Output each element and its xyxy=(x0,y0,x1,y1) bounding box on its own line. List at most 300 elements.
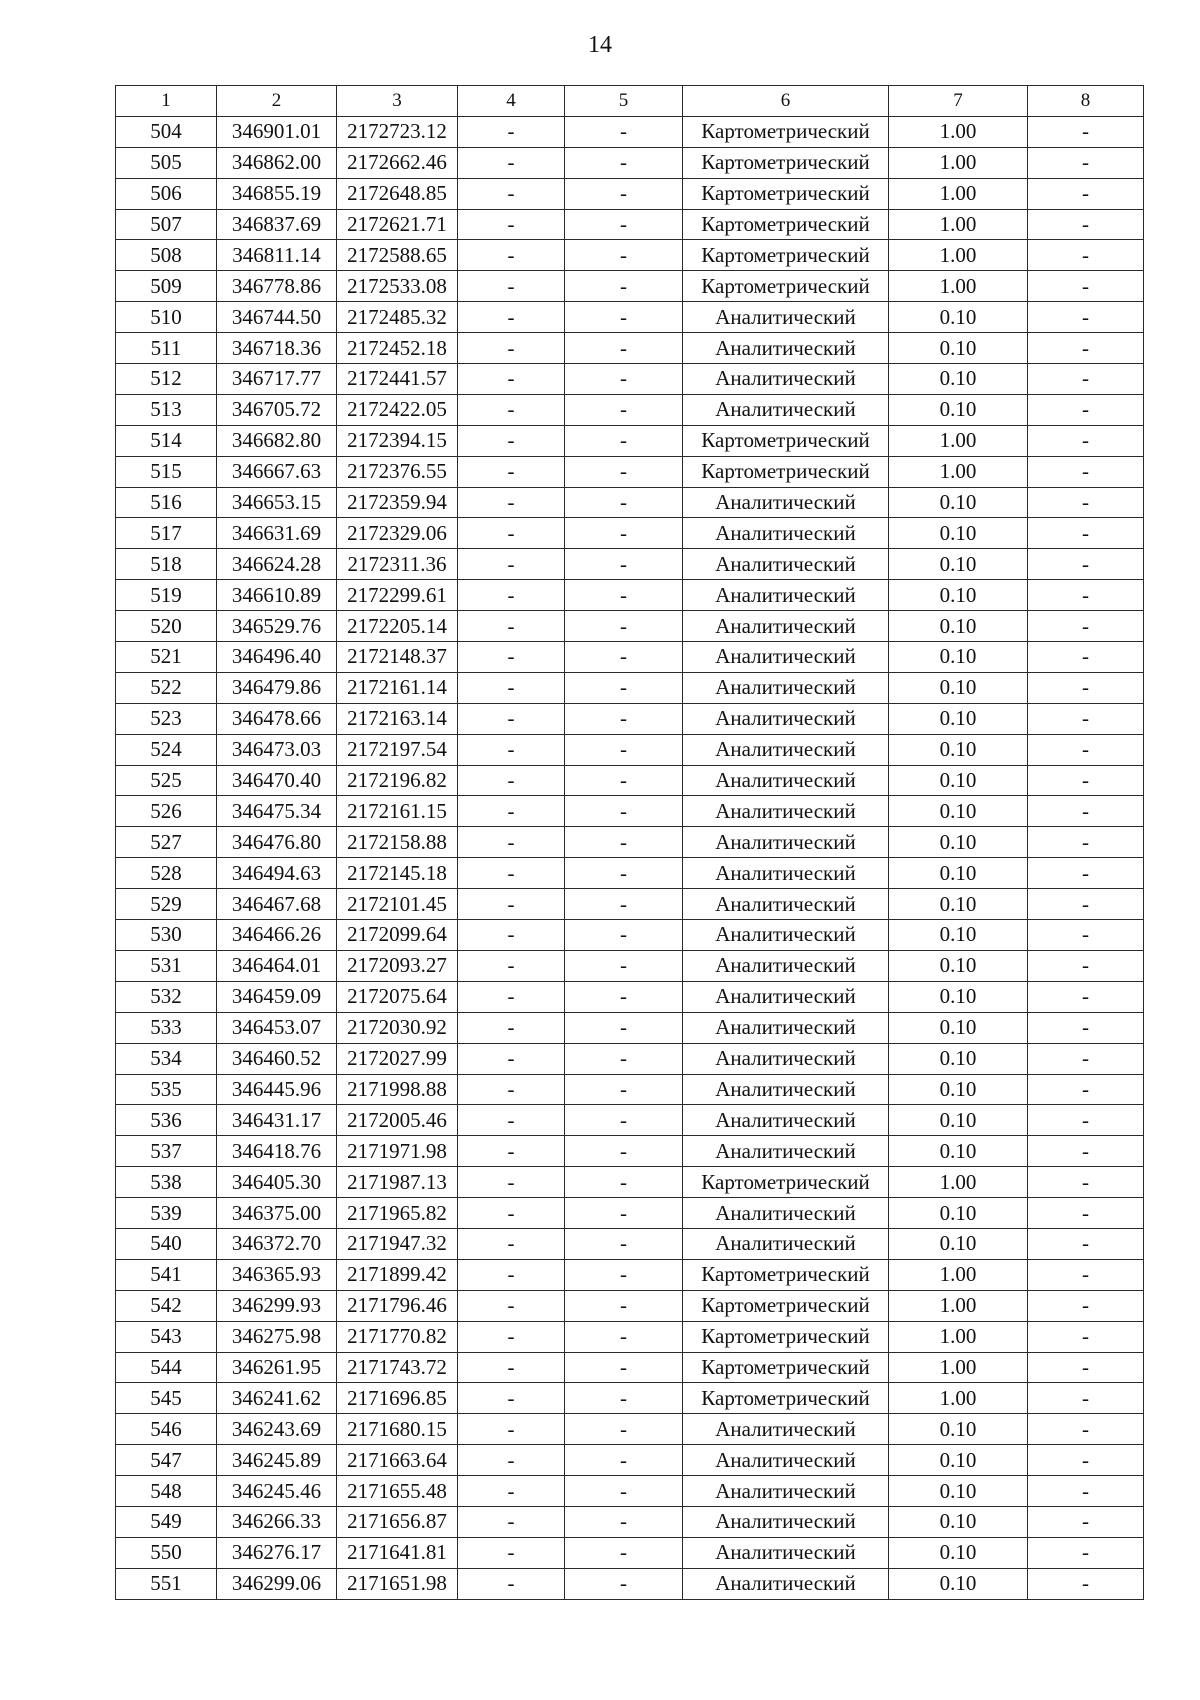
col8-cell: - xyxy=(1028,920,1144,951)
table-row xyxy=(116,858,1144,889)
col5-cell: - xyxy=(565,1321,683,1352)
accuracy-cell: 1.00 xyxy=(889,1321,1028,1352)
col4-cell: - xyxy=(458,1105,565,1136)
method-cell: Аналитический xyxy=(683,549,889,580)
table-row xyxy=(116,734,1144,765)
table-row xyxy=(116,981,1144,1012)
col4-cell: - xyxy=(458,116,565,147)
col4-cell: - xyxy=(458,487,565,518)
y-coordinate-cell: 2171987.13 xyxy=(337,1167,458,1198)
table-row xyxy=(116,1352,1144,1383)
col5-cell: - xyxy=(565,703,683,734)
accuracy-cell: 0.10 xyxy=(889,858,1028,889)
col8-cell: - xyxy=(1028,116,1144,147)
point-number-cell: 546 xyxy=(116,1414,217,1445)
point-number-cell: 527 xyxy=(116,827,217,858)
col8-cell: - xyxy=(1028,1228,1144,1259)
col8-cell: - xyxy=(1028,1012,1144,1043)
col8-cell: - xyxy=(1028,1074,1144,1105)
accuracy-cell: 0.10 xyxy=(889,580,1028,611)
method-cell: Картометрический xyxy=(683,1383,889,1414)
col8-cell: - xyxy=(1028,271,1144,302)
table-row xyxy=(116,1043,1144,1074)
point-number-cell: 523 xyxy=(116,703,217,734)
col8-cell: - xyxy=(1028,456,1144,487)
col4-cell: - xyxy=(458,1506,565,1537)
col4-cell: - xyxy=(458,518,565,549)
x-coordinate-cell: 346299.93 xyxy=(217,1290,337,1321)
col8-cell: - xyxy=(1028,981,1144,1012)
method-cell: Картометрический xyxy=(683,178,889,209)
method-cell: Аналитический xyxy=(683,1105,889,1136)
point-number-cell: 539 xyxy=(116,1198,217,1229)
col5-cell: - xyxy=(565,425,683,456)
y-coordinate-cell: 2172621.71 xyxy=(337,209,458,240)
table-row xyxy=(116,1074,1144,1105)
accuracy-cell: 1.00 xyxy=(889,1290,1028,1321)
point-number-cell: 516 xyxy=(116,487,217,518)
y-coordinate-cell: 2172158.88 xyxy=(337,827,458,858)
col5-cell: - xyxy=(565,580,683,611)
column-header-1: 1 xyxy=(116,86,217,117)
point-number-cell: 522 xyxy=(116,672,217,703)
col5-cell: - xyxy=(565,302,683,333)
y-coordinate-cell: 2172662.46 xyxy=(337,147,458,178)
col4-cell: - xyxy=(458,1476,565,1507)
x-coordinate-cell: 346365.93 xyxy=(217,1259,337,1290)
method-cell: Аналитический xyxy=(683,672,889,703)
table-row xyxy=(116,147,1144,178)
table-row xyxy=(116,518,1144,549)
table-row xyxy=(116,1414,1144,1445)
accuracy-cell: 1.00 xyxy=(889,1259,1028,1290)
point-number-cell: 520 xyxy=(116,611,217,642)
point-number-cell: 519 xyxy=(116,580,217,611)
accuracy-cell: 0.10 xyxy=(889,333,1028,364)
point-number-cell: 510 xyxy=(116,302,217,333)
y-coordinate-cell: 2171656.87 xyxy=(337,1506,458,1537)
point-number-cell: 506 xyxy=(116,178,217,209)
accuracy-cell: 0.10 xyxy=(889,1012,1028,1043)
y-coordinate-cell: 2172441.57 xyxy=(337,364,458,395)
x-coordinate-cell: 346467.68 xyxy=(217,889,337,920)
y-coordinate-cell: 2171696.85 xyxy=(337,1383,458,1414)
accuracy-cell: 0.10 xyxy=(889,827,1028,858)
x-coordinate-cell: 346418.76 xyxy=(217,1136,337,1167)
col8-cell: - xyxy=(1028,703,1144,734)
point-number-cell: 534 xyxy=(116,1043,217,1074)
table-row xyxy=(116,456,1144,487)
accuracy-cell: 0.10 xyxy=(889,487,1028,518)
accuracy-cell: 0.10 xyxy=(889,734,1028,765)
accuracy-cell: 1.00 xyxy=(889,1383,1028,1414)
col5-cell: - xyxy=(565,858,683,889)
col8-cell: - xyxy=(1028,333,1144,364)
method-cell: Аналитический xyxy=(683,394,889,425)
x-coordinate-cell: 346372.70 xyxy=(217,1228,337,1259)
col8-cell: - xyxy=(1028,1167,1144,1198)
accuracy-cell: 1.00 xyxy=(889,271,1028,302)
col4-cell: - xyxy=(458,1383,565,1414)
column-header-6: 6 xyxy=(683,86,889,117)
method-cell: Аналитический xyxy=(683,1043,889,1074)
y-coordinate-cell: 2172648.85 xyxy=(337,178,458,209)
col5-cell: - xyxy=(565,950,683,981)
x-coordinate-cell: 346717.77 xyxy=(217,364,337,395)
method-cell: Аналитический xyxy=(683,487,889,518)
col8-cell: - xyxy=(1028,1259,1144,1290)
point-number-cell: 537 xyxy=(116,1136,217,1167)
point-number-cell: 513 xyxy=(116,394,217,425)
table-row xyxy=(116,703,1144,734)
col8-cell: - xyxy=(1028,240,1144,271)
method-cell: Аналитический xyxy=(683,981,889,1012)
point-number-cell: 512 xyxy=(116,364,217,395)
point-number-cell: 536 xyxy=(116,1105,217,1136)
table-row xyxy=(116,549,1144,580)
method-cell: Аналитический xyxy=(683,734,889,765)
col5-cell: - xyxy=(565,116,683,147)
col4-cell: - xyxy=(458,827,565,858)
table-row xyxy=(116,950,1144,981)
table-row xyxy=(116,1012,1144,1043)
col5-cell: - xyxy=(565,333,683,364)
table-row xyxy=(116,364,1144,395)
method-cell: Аналитический xyxy=(683,1012,889,1043)
x-coordinate-cell: 346276.17 xyxy=(217,1537,337,1568)
table-row xyxy=(116,889,1144,920)
col8-cell: - xyxy=(1028,1198,1144,1229)
method-cell: Аналитический xyxy=(683,518,889,549)
col4-cell: - xyxy=(458,611,565,642)
col5-cell: - xyxy=(565,487,683,518)
table-row xyxy=(116,1136,1144,1167)
x-coordinate-cell: 346459.09 xyxy=(217,981,337,1012)
col4-cell: - xyxy=(458,1445,565,1476)
table-row xyxy=(116,765,1144,796)
method-cell: Аналитический xyxy=(683,950,889,981)
col8-cell: - xyxy=(1028,302,1144,333)
x-coordinate-cell: 346479.86 xyxy=(217,672,337,703)
col5-cell: - xyxy=(565,1352,683,1383)
accuracy-cell: 1.00 xyxy=(889,178,1028,209)
accuracy-cell: 1.00 xyxy=(889,209,1028,240)
col8-cell: - xyxy=(1028,1476,1144,1507)
col8-cell: - xyxy=(1028,672,1144,703)
x-coordinate-cell: 346470.40 xyxy=(217,765,337,796)
col8-cell: - xyxy=(1028,1136,1144,1167)
method-cell: Аналитический xyxy=(683,580,889,611)
y-coordinate-cell: 2171796.46 xyxy=(337,1290,458,1321)
col5-cell: - xyxy=(565,549,683,580)
table-row xyxy=(116,1537,1144,1568)
x-coordinate-cell: 346624.28 xyxy=(217,549,337,580)
col8-cell: - xyxy=(1028,734,1144,765)
method-cell: Картометрический xyxy=(683,425,889,456)
col5-cell: - xyxy=(565,1167,683,1198)
col4-cell: - xyxy=(458,425,565,456)
y-coordinate-cell: 2172394.15 xyxy=(337,425,458,456)
col4-cell: - xyxy=(458,394,565,425)
col4-cell: - xyxy=(458,456,565,487)
col8-cell: - xyxy=(1028,1352,1144,1383)
point-number-cell: 545 xyxy=(116,1383,217,1414)
x-coordinate-cell: 346243.69 xyxy=(217,1414,337,1445)
col5-cell: - xyxy=(565,1445,683,1476)
col4-cell: - xyxy=(458,1228,565,1259)
table-row xyxy=(116,580,1144,611)
table-row xyxy=(116,611,1144,642)
col5-cell: - xyxy=(565,1105,683,1136)
table-row xyxy=(116,1228,1144,1259)
col8-cell: - xyxy=(1028,765,1144,796)
table-header xyxy=(116,86,1144,117)
accuracy-cell: 1.00 xyxy=(889,147,1028,178)
accuracy-cell: 0.10 xyxy=(889,1568,1028,1599)
col4-cell: - xyxy=(458,240,565,271)
col4-cell: - xyxy=(458,672,565,703)
table-row xyxy=(116,178,1144,209)
y-coordinate-cell: 2171947.32 xyxy=(337,1228,458,1259)
point-number-cell: 548 xyxy=(116,1476,217,1507)
col5-cell: - xyxy=(565,889,683,920)
accuracy-cell: 0.10 xyxy=(889,1105,1028,1136)
coordinates-table xyxy=(115,85,1144,1600)
accuracy-cell: 0.10 xyxy=(889,889,1028,920)
accuracy-cell: 0.10 xyxy=(889,394,1028,425)
y-coordinate-cell: 2172005.46 xyxy=(337,1105,458,1136)
y-coordinate-cell: 2172099.64 xyxy=(337,920,458,951)
accuracy-cell: 0.10 xyxy=(889,302,1028,333)
x-coordinate-cell: 346245.89 xyxy=(217,1445,337,1476)
x-coordinate-cell: 346476.80 xyxy=(217,827,337,858)
method-cell: Аналитический xyxy=(683,333,889,364)
y-coordinate-cell: 2171651.98 xyxy=(337,1568,458,1599)
col5-cell: - xyxy=(565,981,683,1012)
y-coordinate-cell: 2172422.05 xyxy=(337,394,458,425)
point-number-cell: 551 xyxy=(116,1568,217,1599)
col4-cell: - xyxy=(458,1259,565,1290)
x-coordinate-cell: 346901.01 xyxy=(217,116,337,147)
table-body xyxy=(116,116,1144,1599)
point-number-cell: 531 xyxy=(116,950,217,981)
method-cell: Картометрический xyxy=(683,1259,889,1290)
x-coordinate-cell: 346478.66 xyxy=(217,703,337,734)
col5-cell: - xyxy=(565,1136,683,1167)
table-row xyxy=(116,1198,1144,1229)
col5-cell: - xyxy=(565,796,683,827)
x-coordinate-cell: 346261.95 xyxy=(217,1352,337,1383)
col5-cell: - xyxy=(565,1290,683,1321)
accuracy-cell: 0.10 xyxy=(889,981,1028,1012)
y-coordinate-cell: 2172148.37 xyxy=(337,642,458,673)
col8-cell: - xyxy=(1028,1414,1144,1445)
x-coordinate-cell: 346445.96 xyxy=(217,1074,337,1105)
col5-cell: - xyxy=(565,1506,683,1537)
x-coordinate-cell: 346744.50 xyxy=(217,302,337,333)
point-number-cell: 521 xyxy=(116,642,217,673)
y-coordinate-cell: 2172588.65 xyxy=(337,240,458,271)
x-coordinate-cell: 346855.19 xyxy=(217,178,337,209)
col8-cell: - xyxy=(1028,1321,1144,1352)
method-cell: Аналитический xyxy=(683,1476,889,1507)
col5-cell: - xyxy=(565,394,683,425)
col8-cell: - xyxy=(1028,1506,1144,1537)
point-number-cell: 530 xyxy=(116,920,217,951)
col4-cell: - xyxy=(458,765,565,796)
col4-cell: - xyxy=(458,1167,565,1198)
table-row xyxy=(116,487,1144,518)
y-coordinate-cell: 2172093.27 xyxy=(337,950,458,981)
y-coordinate-cell: 2171641.81 xyxy=(337,1537,458,1568)
col5-cell: - xyxy=(565,765,683,796)
method-cell: Картометрический xyxy=(683,240,889,271)
y-coordinate-cell: 2172027.99 xyxy=(337,1043,458,1074)
table-row xyxy=(116,240,1144,271)
method-cell: Аналитический xyxy=(683,858,889,889)
point-number-cell: 541 xyxy=(116,1259,217,1290)
table-row xyxy=(116,827,1144,858)
x-coordinate-cell: 346405.30 xyxy=(217,1167,337,1198)
table-row xyxy=(116,642,1144,673)
col4-cell: - xyxy=(458,1414,565,1445)
y-coordinate-cell: 2172030.92 xyxy=(337,1012,458,1043)
accuracy-cell: 1.00 xyxy=(889,1352,1028,1383)
x-coordinate-cell: 346667.63 xyxy=(217,456,337,487)
col4-cell: - xyxy=(458,796,565,827)
col8-cell: - xyxy=(1028,642,1144,673)
table-row xyxy=(116,1506,1144,1537)
x-coordinate-cell: 346529.76 xyxy=(217,611,337,642)
point-number-cell: 504 xyxy=(116,116,217,147)
x-coordinate-cell: 346431.17 xyxy=(217,1105,337,1136)
x-coordinate-cell: 346473.03 xyxy=(217,734,337,765)
method-cell: Аналитический xyxy=(683,1198,889,1229)
col4-cell: - xyxy=(458,981,565,1012)
point-number-cell: 525 xyxy=(116,765,217,796)
table-row xyxy=(116,1568,1144,1599)
table-row xyxy=(116,271,1144,302)
table-row xyxy=(116,1167,1144,1198)
col8-cell: - xyxy=(1028,1383,1144,1414)
table-row xyxy=(116,1105,1144,1136)
y-coordinate-cell: 2172075.64 xyxy=(337,981,458,1012)
method-cell: Аналитический xyxy=(683,827,889,858)
method-cell: Картометрический xyxy=(683,209,889,240)
x-coordinate-cell: 346811.14 xyxy=(217,240,337,271)
column-header-2: 2 xyxy=(217,86,337,117)
col4-cell: - xyxy=(458,889,565,920)
col5-cell: - xyxy=(565,611,683,642)
col5-cell: - xyxy=(565,672,683,703)
col4-cell: - xyxy=(458,1352,565,1383)
accuracy-cell: 0.10 xyxy=(889,364,1028,395)
accuracy-cell: 0.10 xyxy=(889,1198,1028,1229)
table-row xyxy=(116,302,1144,333)
y-coordinate-cell: 2172161.14 xyxy=(337,672,458,703)
x-coordinate-cell: 346653.15 xyxy=(217,487,337,518)
x-coordinate-cell: 346241.62 xyxy=(217,1383,337,1414)
col8-cell: - xyxy=(1028,1043,1144,1074)
col4-cell: - xyxy=(458,209,565,240)
accuracy-cell: 1.00 xyxy=(889,456,1028,487)
point-number-cell: 528 xyxy=(116,858,217,889)
x-coordinate-cell: 346494.63 xyxy=(217,858,337,889)
col8-cell: - xyxy=(1028,1537,1144,1568)
accuracy-cell: 0.10 xyxy=(889,1476,1028,1507)
col4-cell: - xyxy=(458,703,565,734)
method-cell: Аналитический xyxy=(683,796,889,827)
point-number-cell: 514 xyxy=(116,425,217,456)
method-cell: Аналитический xyxy=(683,302,889,333)
table-row xyxy=(116,1290,1144,1321)
col8-cell: - xyxy=(1028,827,1144,858)
point-number-cell: 540 xyxy=(116,1228,217,1259)
x-coordinate-cell: 346266.33 xyxy=(217,1506,337,1537)
col5-cell: - xyxy=(565,1012,683,1043)
col5-cell: - xyxy=(565,734,683,765)
accuracy-cell: 0.10 xyxy=(889,518,1028,549)
col5-cell: - xyxy=(565,147,683,178)
x-coordinate-cell: 346375.00 xyxy=(217,1198,337,1229)
method-cell: Аналитический xyxy=(683,1228,889,1259)
method-cell: Картометрический xyxy=(683,456,889,487)
col4-cell: - xyxy=(458,364,565,395)
point-number-cell: 509 xyxy=(116,271,217,302)
table-row xyxy=(116,1259,1144,1290)
col8-cell: - xyxy=(1028,1445,1144,1476)
method-cell: Аналитический xyxy=(683,1568,889,1599)
col8-cell: - xyxy=(1028,1290,1144,1321)
y-coordinate-cell: 2171743.72 xyxy=(337,1352,458,1383)
column-header-7: 7 xyxy=(889,86,1028,117)
point-number-cell: 550 xyxy=(116,1537,217,1568)
col8-cell: - xyxy=(1028,394,1144,425)
col4-cell: - xyxy=(458,1290,565,1321)
col5-cell: - xyxy=(565,518,683,549)
accuracy-cell: 1.00 xyxy=(889,240,1028,271)
col4-cell: - xyxy=(458,950,565,981)
method-cell: Аналитический xyxy=(683,642,889,673)
col4-cell: - xyxy=(458,734,565,765)
point-number-cell: 507 xyxy=(116,209,217,240)
col4-cell: - xyxy=(458,1012,565,1043)
point-number-cell: 549 xyxy=(116,1506,217,1537)
col8-cell: - xyxy=(1028,147,1144,178)
method-cell: Аналитический xyxy=(683,1537,889,1568)
x-coordinate-cell: 346464.01 xyxy=(217,950,337,981)
col8-cell: - xyxy=(1028,889,1144,920)
col5-cell: - xyxy=(565,920,683,951)
y-coordinate-cell: 2172161.15 xyxy=(337,796,458,827)
col8-cell: - xyxy=(1028,364,1144,395)
table-row xyxy=(116,1321,1144,1352)
point-number-cell: 544 xyxy=(116,1352,217,1383)
method-cell: Картометрический xyxy=(683,147,889,178)
col4-cell: - xyxy=(458,1198,565,1229)
accuracy-cell: 0.10 xyxy=(889,920,1028,951)
y-coordinate-cell: 2172299.61 xyxy=(337,580,458,611)
col8-cell: - xyxy=(1028,518,1144,549)
y-coordinate-cell: 2172485.32 xyxy=(337,302,458,333)
y-coordinate-cell: 2172311.36 xyxy=(337,549,458,580)
col5-cell: - xyxy=(565,1537,683,1568)
x-coordinate-cell: 346453.07 xyxy=(217,1012,337,1043)
x-coordinate-cell: 346631.69 xyxy=(217,518,337,549)
x-coordinate-cell: 346466.26 xyxy=(217,920,337,951)
x-coordinate-cell: 346496.40 xyxy=(217,642,337,673)
x-coordinate-cell: 346245.46 xyxy=(217,1476,337,1507)
